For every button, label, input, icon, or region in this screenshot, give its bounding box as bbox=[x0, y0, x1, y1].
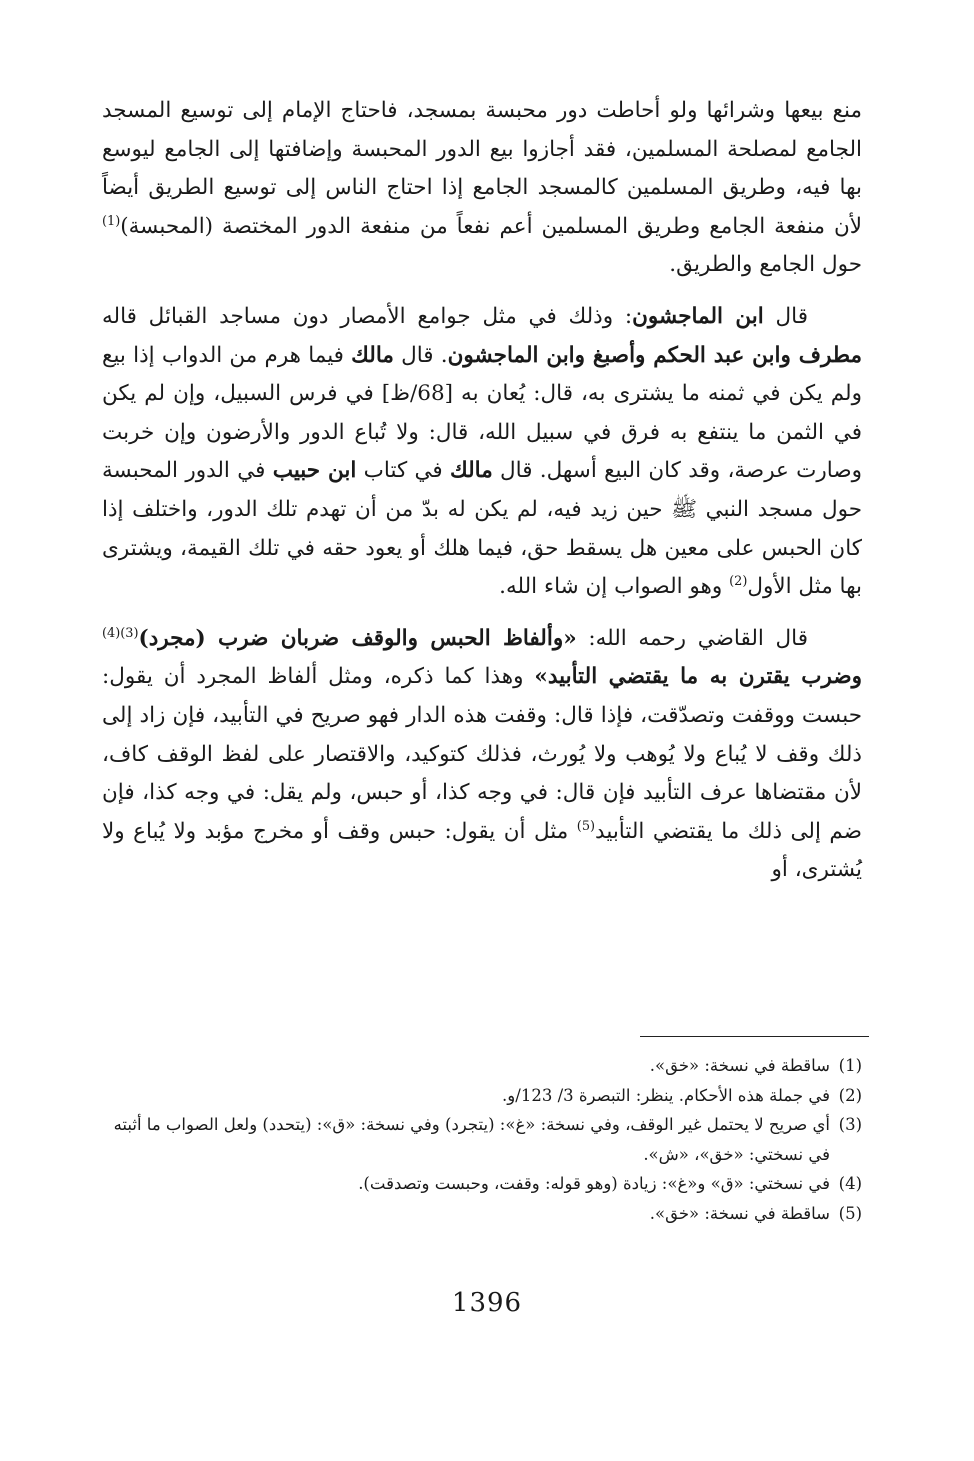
names-list: مطرف وابن عبد الحكم وأصبغ وابن الماجشون bbox=[447, 342, 863, 368]
footnote-separator bbox=[640, 1036, 869, 1037]
paragraph-1 bbox=[102, 92, 862, 285]
name-ibn-habib: ابن حبيب bbox=[272, 458, 357, 484]
page-number: 1396 bbox=[451, 1288, 523, 1318]
quoted-matn: وضرب يقترن به ما يقتضي التأبيد» bbox=[534, 664, 862, 690]
paragraph-3 bbox=[102, 620, 862, 890]
text-run: فيما هرم من الدواب إذا بيع ولم يكن في ثمنه ما يشترى به، قال: يُعان به [68/ظ] في فرس السبيل، وإن لم يكن في الثمن ما ينتفع به فرق في سبيل الله، قال: ولا تُباع الدور والأرضون وإن خربت وصارت عرصة، وقد كان البيع أسهل. قال bbox=[102, 342, 862, 484]
footnote-item bbox=[102, 1051, 862, 1081]
quoted-matn: «وألفاظ الحبس والوقف ضربان ضرب (مجرد) bbox=[138, 625, 577, 651]
name-ibn-almajishun: ابن الماجشون bbox=[632, 303, 764, 329]
name-malik: مالك bbox=[351, 342, 394, 368]
footnote-item bbox=[102, 1169, 862, 1199]
text-run: وهذا كما ذكره، ومثل ألفاظ المجرد أن يقول: حبست ووقفت وتصدّقت، فإذا قال: وقفت هذه الدار فهو صريح في التأبيد، فإن زاد إلى ذلك وقف لا يُباع ولا يُوهب ولا يُورث، فذلك كتوكيد، والاقتصار على لفظ الوقف كاف، لأن مقتضاها عرف التأبيد فإن قال: في وجه كذا، أو حبس، ولم يقل: في وجه كذا، فإن ضم إلى ذلك ما يقتضي التأبيد bbox=[102, 664, 862, 844]
footnote-text: ساقطة في نسخة: «خق». bbox=[649, 1203, 830, 1223]
footnote-number: (4) bbox=[838, 1174, 862, 1193]
footnote-ref-3-4: (3)(4) bbox=[102, 625, 139, 641]
text-run: في الدور المحبسة حول مسجد النبي ﷺ حين زيد فيه، لم يكن له بدّ من أن تهدم تلك الدور، واختلف إذا كان الحبس على معين هل يسقط حق، فيما هلك أو يعود حقه في تلك القيمة، ويشترى بها مثل الأول bbox=[102, 458, 862, 600]
text-run: قال القاضي رحمه الله: bbox=[576, 625, 808, 651]
text-run: في كتاب bbox=[356, 458, 450, 484]
text-run: وهو الصواب إن شاء الله. bbox=[499, 574, 730, 600]
footnote-ref-5: (5) bbox=[576, 818, 596, 834]
name-malik: مالك bbox=[449, 458, 493, 484]
text-run: مثل أن يقول: حبس وقف أو مخرج مؤبد ولا يُباع ولا يُشترى، أو bbox=[102, 818, 862, 883]
footnote-number: (3) bbox=[838, 1115, 862, 1134]
footnote-item bbox=[102, 1199, 862, 1229]
footnote-text: أي صريح لا يحتمل غير الوقف، وفي نسخة: «غ»: (يتجرد) وفي نسخة: «ق»: (يتحدد) ولعل الصواب ما أثبته في نسختي: «خق»، «ش». bbox=[113, 1115, 830, 1164]
footnote-number: (5) bbox=[838, 1203, 862, 1223]
footnote-text: في نسختي: «ق» و«غ»: زيادة (وهو قوله: وقفت، وحبست وتصدقت). bbox=[358, 1174, 830, 1193]
paragraph-1-end: حول الجامع والطريق. bbox=[669, 252, 862, 278]
footnote-item bbox=[102, 1110, 862, 1169]
text-run: . قال bbox=[393, 342, 448, 368]
footnote-ref-1: (1) bbox=[102, 213, 121, 229]
footnote-text: ساقطة في نسخة: «خق». bbox=[649, 1056, 830, 1075]
paragraph-1-text: منع بيعها وشرائها ولو أحاطت دور محبسة بمسجد، فاحتاج الإمام إلى توسيع المسجد الجامع لمصلحة المسلمين، فقد أجازوا بيع الدور المحبسة وإضافتها إلى الجامع ليوسع بها فيه، وطريق المسلمين كالمسجد الجامع إذا احتاج الناس إلى توسيع الطريق أيضاً لأن منفعة الجامع وطريق المسلمين أعم نفعاً من منفعة الدور المختصة (المحبسة) bbox=[102, 98, 862, 239]
footnote-text: في جملة هذه الأحكام. ينظر: التبصرة 3/ 123/و. bbox=[502, 1085, 830, 1105]
text-run: : وذلك في مثل جوامع الأمصار دون مساجد القبائل قاله bbox=[102, 303, 633, 329]
footnote-number: (1) bbox=[838, 1056, 862, 1075]
footnote-item bbox=[102, 1081, 862, 1111]
main-text bbox=[102, 92, 862, 890]
footnotes bbox=[102, 1051, 862, 1228]
text-run: قال bbox=[763, 303, 808, 329]
footnote-ref-2: (2) bbox=[729, 573, 748, 589]
paragraph-2 bbox=[102, 298, 862, 607]
footnote-number: (2) bbox=[838, 1085, 862, 1105]
